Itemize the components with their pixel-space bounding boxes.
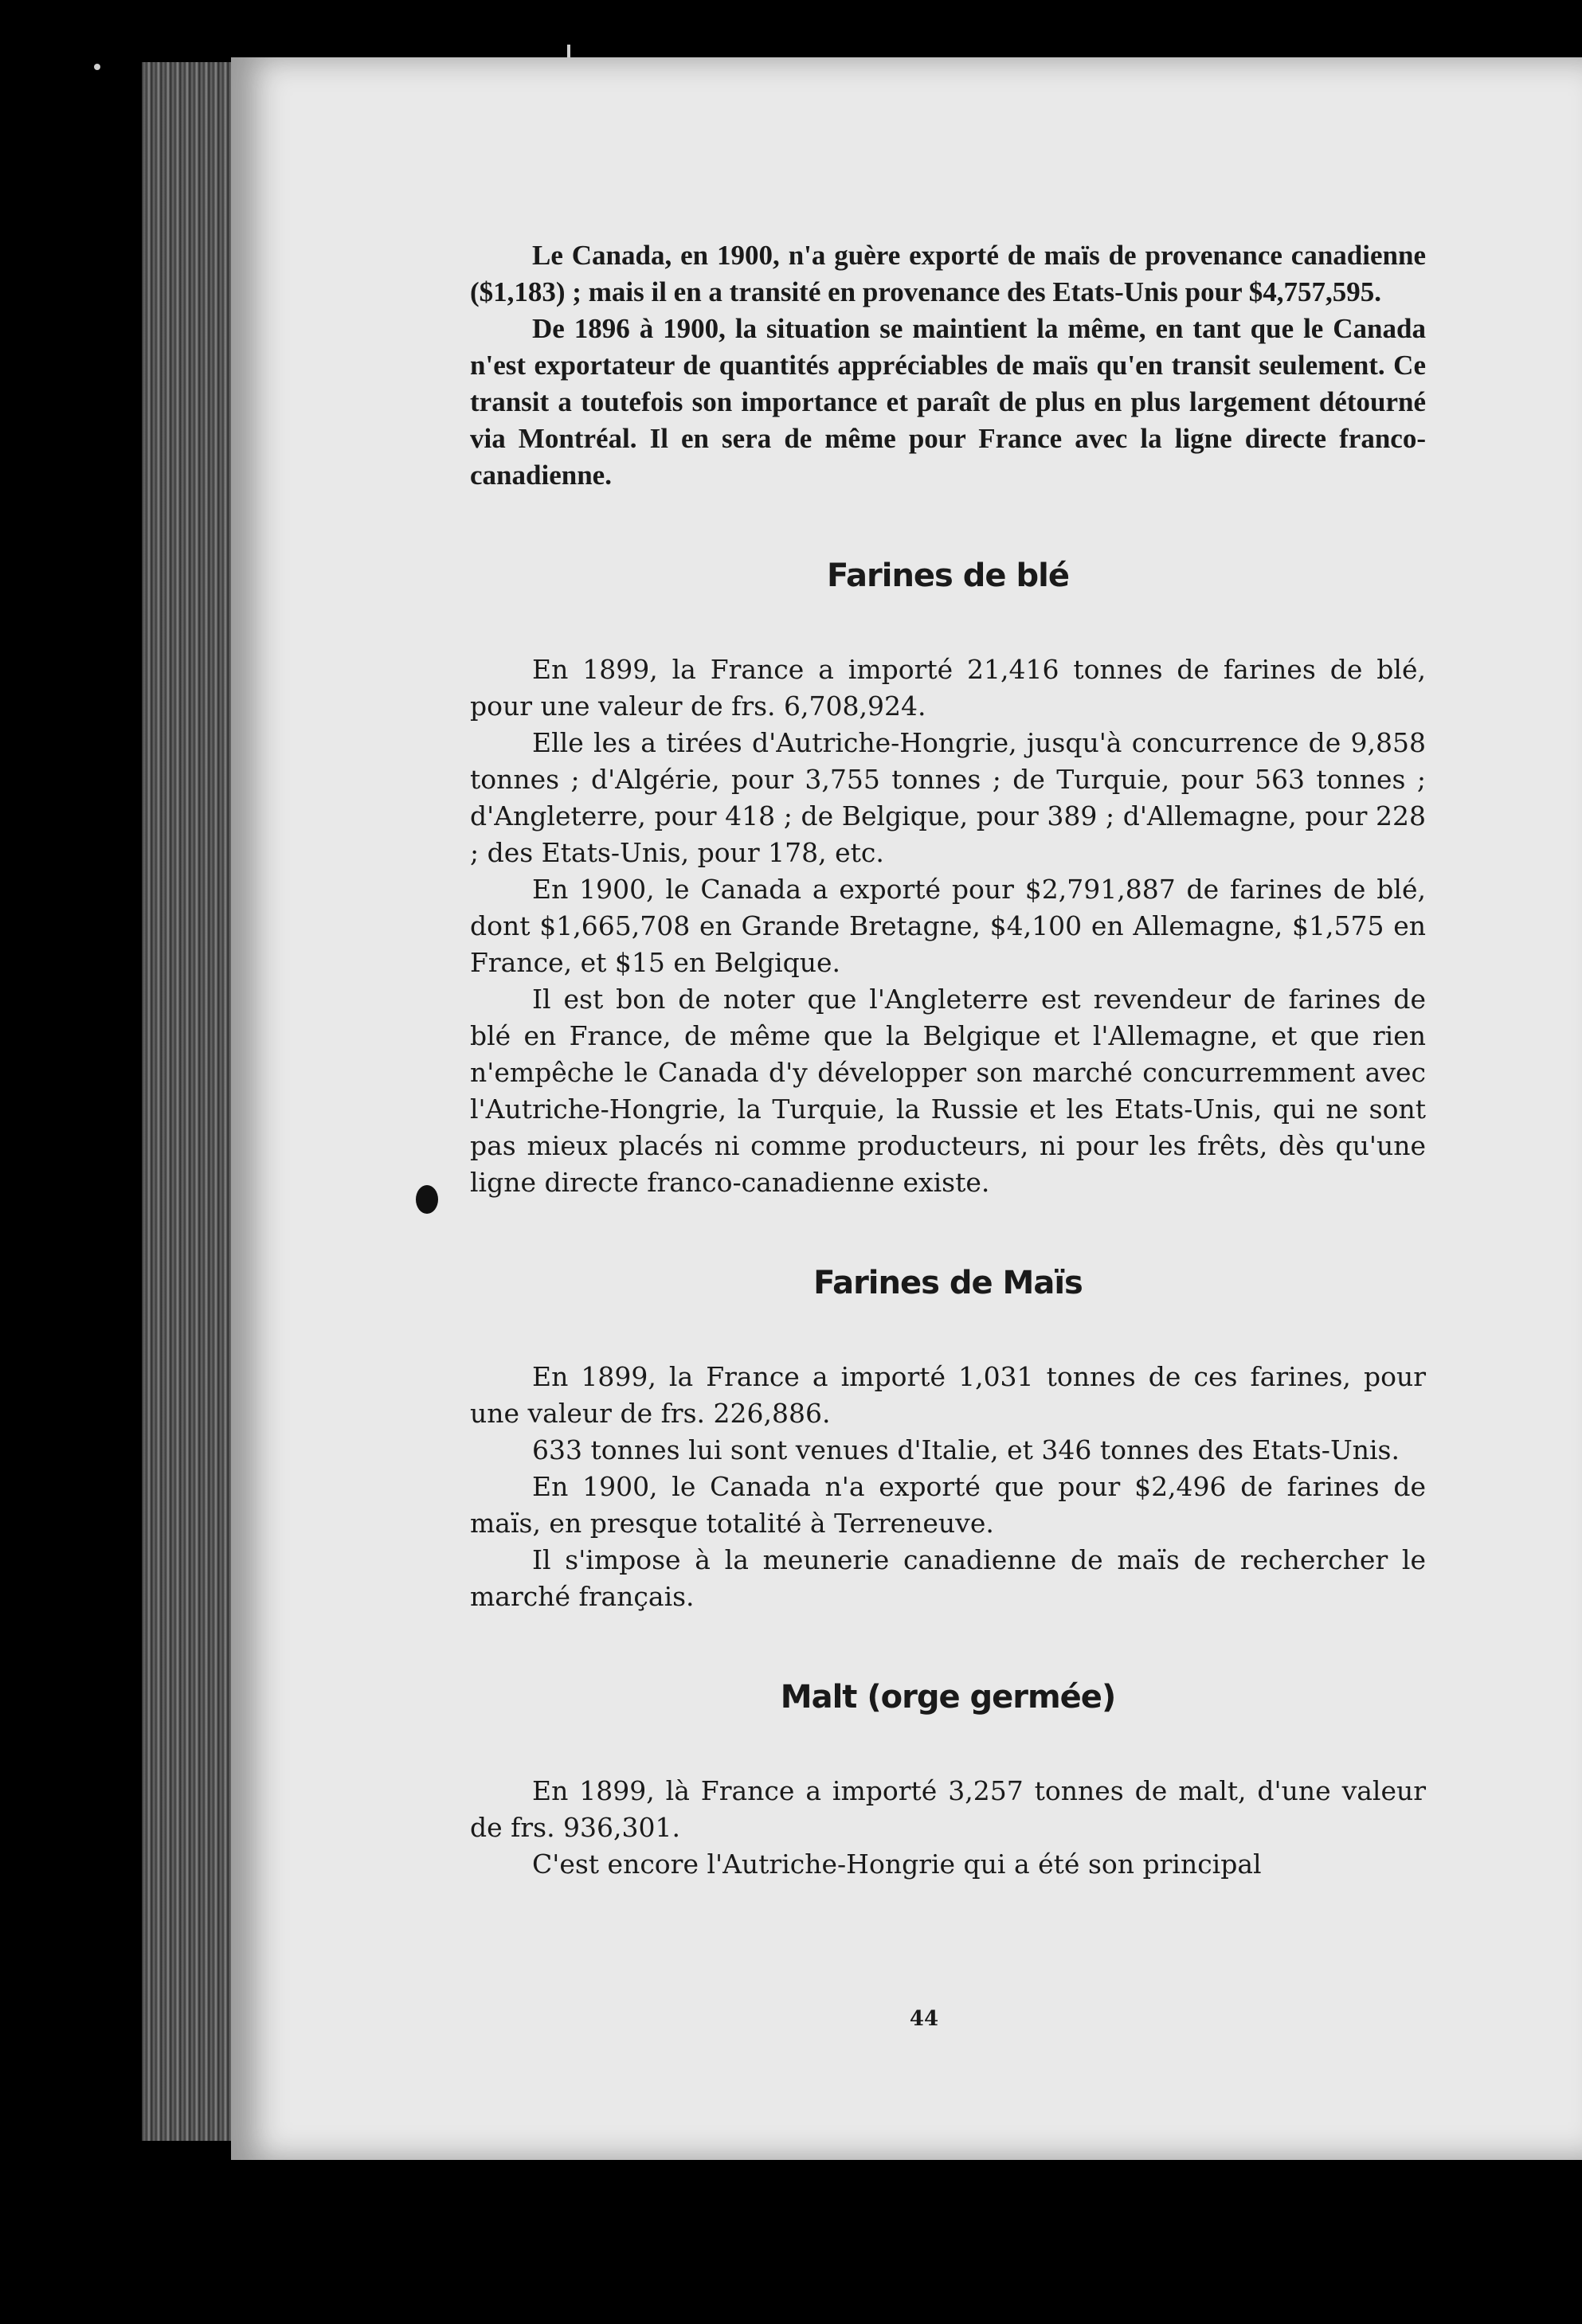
paragraph: Il est bon de noter que l'Angleterre est revendeur de farines de blé en France, de même que la Belgique et l'Allemagne, et que rien n'empêche le Canada d'y développer son marché concurremment avec l'Autriche-Hongrie, la Turquie, la Russie et les Etats-Unis, qui ne sont pas mieux placés ni comme producteurs, ni pour les frêts, dès qu'une ligne directe franco-canadienne existe. xyxy=(470,984,1426,1198)
paragraph: En 1900, le Canada n'a exporté que pour $2,496 de farines de maïs, en presque totalité à Terreneuve. xyxy=(470,1471,1426,1539)
paragraph: Le Canada, en 1900, n'a guère exporté de maïs de provenance canadienne ($1,183) ; mais il en a transité en provenance des Etats-Unis pour $4,757,595. xyxy=(470,240,1426,307)
paragraph: 633 tonnes lui sont venues d'Italie, et 346 tonnes des Etats-Unis. xyxy=(532,1434,1400,1465)
paragraph: Il s'impose à la meunerie canadienne de maïs de rechercher le marché français. xyxy=(470,1544,1426,1612)
paragraph: En 1900, le Canada a exporté pour $2,791,887 de farines de blé, dont $1,665,708 en Grande Bretagne, $4,100 en Allemagne, $1,575 en France, et $15 en Belgique. xyxy=(470,874,1426,978)
scan-speck xyxy=(94,64,100,70)
section-heading: Malt (orge germée) xyxy=(780,1679,1116,1716)
ink-blot-mark xyxy=(416,1185,438,1214)
page-text xyxy=(470,237,1426,1883)
paragraph: En 1899, là France a importé 3,257 tonnes de malt, d'une valeur de frs. 936,301. xyxy=(470,1775,1426,1843)
paragraph: C'est encore l'Autriche-Hongrie qui a été son principal xyxy=(532,1849,1262,1880)
paragraph: En 1899, la France a importé 1,031 tonnes de ces farines, pour une valeur de frs. 226,886. xyxy=(470,1361,1426,1429)
section-heading: Farines de blé xyxy=(827,558,1069,594)
section-heading: Farines de Maïs xyxy=(813,1265,1083,1301)
page-number: 44 xyxy=(909,2007,939,2031)
paragraph: En 1899, la France a importé 21,416 tonnes de farines de blé, pour une valeur de frs. 6,708,924. xyxy=(470,654,1426,722)
scan-speck xyxy=(567,45,570,57)
paragraph: Elle les a tirées d'Autriche-Hongrie, jusqu'à concurrence de 9,858 tonnes ; d'Algérie, pour 3,755 tonnes ; de Turquie, pour 563 tonnes ; d'Angleterre, pour 418 ; de Belgique, pour 389 ; d'Allemagne, pour 228 ; des Etats-Unis, pour 178, etc. xyxy=(470,727,1426,868)
paragraph: De 1896 à 1900, la situation se maintient la même, en tant que le Canada n'est exportateur de quantités appréciables de maïs qu'en transit seulement. Ce transit a toutefois son importance et paraît de plus en plus largement détourné via Montréal. Il en sera de même pour France avec la ligne directe franco-canadienne. xyxy=(470,313,1426,491)
